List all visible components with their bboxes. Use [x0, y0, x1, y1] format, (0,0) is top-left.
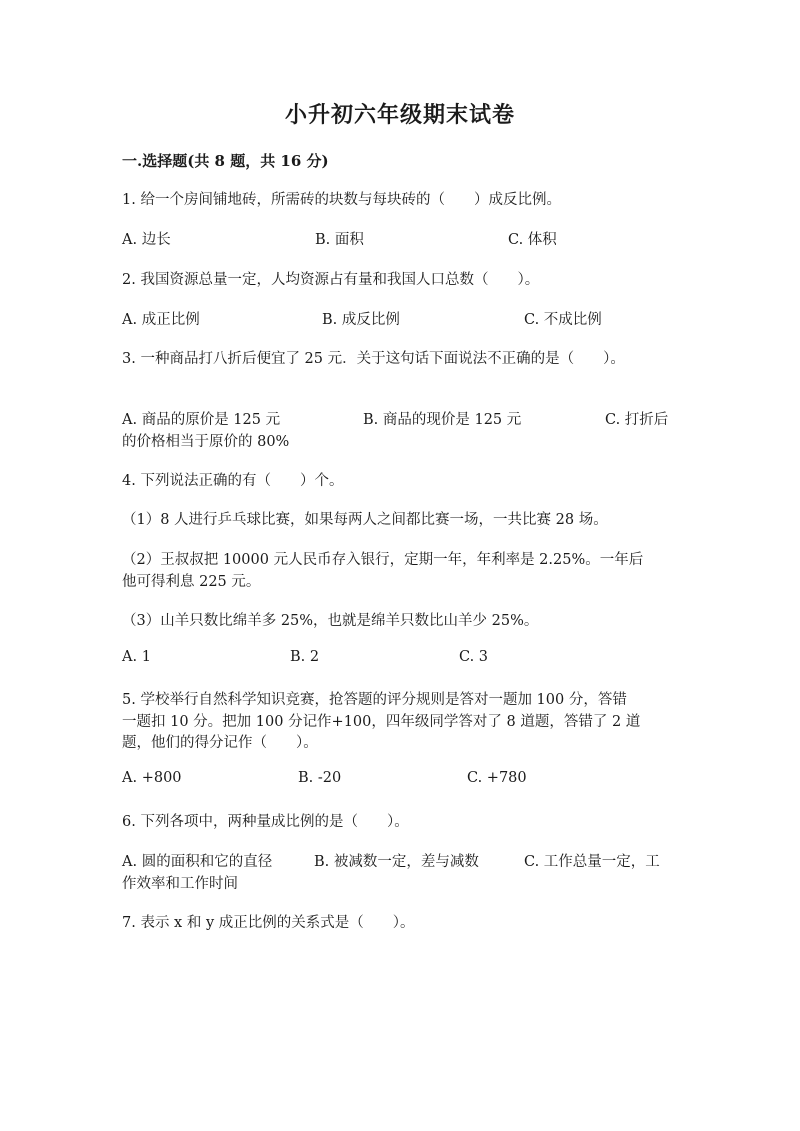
question-3-stem: 3. 一种商品打八折后便宜了 25 元．关于这句话下面说法不正确的是（ ）。 [122, 351, 625, 367]
question-1-option-c: C. 体积 [508, 232, 557, 248]
question-4-statement-3: （3）山羊只数比绵羊多 25%，也就是绵羊只数比山羊少 25%。 [122, 613, 539, 629]
question-4-option-a: A. 1 [122, 649, 151, 665]
question-3-option-c: C. 打折后 [605, 412, 669, 428]
question-6-option-b: B. 被减数一定，差与减数 [314, 854, 479, 870]
page-title: 小升初六年级期末试卷 [284, 102, 515, 128]
section-heading: 一.选择题(共 8 题，共 16 分) [122, 152, 329, 170]
question-5-option-b: B. -20 [298, 770, 342, 786]
question-2-option-a: A. 成正比例 [122, 312, 200, 328]
question-2-option-b: B. 成反比例 [322, 312, 400, 328]
question-3-option-b: B. 商品的现价是 125 元 [363, 412, 522, 428]
question-4-statement-1: （1）8 人进行乒乓球比赛，如果每两人之间都比赛一场，一共比赛 28 场。 [122, 512, 608, 528]
question-7-stem: 7. 表示 x 和 y 成正比例的关系式是（ ）。 [122, 915, 415, 931]
question-1-option-b: B. 面积 [315, 232, 364, 248]
question-2-stem: 2. 我国资源总量一定，人均资源占有量和我国人口总数（ ）。 [122, 272, 540, 288]
question-5-option-c: C. +780 [467, 770, 527, 786]
question-6-option-c: C. 工作总量一定，工 [524, 854, 660, 870]
question-1-stem: 1. 给一个房间铺地砖，所需砖的块数与每块砖的（ ）成反比例。 [122, 192, 561, 208]
question-5-stem-line-2: 一题扣 10 分。把加 100 分记作+100，四年级同学答对了 8 道题，答错了 2 道 [122, 714, 641, 730]
question-6-option-a: A. 圆的面积和它的直径 [122, 854, 273, 870]
question-4-option-c: C. 3 [459, 649, 489, 665]
question-5-option-a: A. +800 [122, 770, 182, 786]
question-4-option-b: B. 2 [290, 649, 320, 665]
question-6-stem: 6. 下列各项中，两种量成比例的是（ ）。 [122, 814, 409, 830]
question-3-option-c-continued: 的价格相当于原价的 80% [122, 434, 290, 450]
question-4-statement-2: （2）王叔叔把 10000 元人民币存入银行，定期一年，年利率是 2.25%。一年后 [122, 552, 644, 568]
question-2-option-c: C. 不成比例 [524, 312, 602, 328]
question-4-statement-2-continued: 他可得利息 225 元。 [122, 574, 261, 590]
question-6-option-c-continued: 作效率和工作时间 [122, 876, 238, 892]
question-4-stem: 4. 下列说法正确的有（ ）个。 [122, 473, 344, 489]
question-1-option-a: A. 边长 [122, 232, 171, 248]
question-3-option-a: A. 商品的原价是 125 元 [122, 412, 281, 428]
question-5-stem-line-1: 5. 学校举行自然科学知识竞赛，抢答题的评分规则是答对一题加 100 分，答错 [122, 692, 627, 708]
question-5-stem-line-3: 题，他们的得分记作（ ）。 [122, 735, 318, 751]
